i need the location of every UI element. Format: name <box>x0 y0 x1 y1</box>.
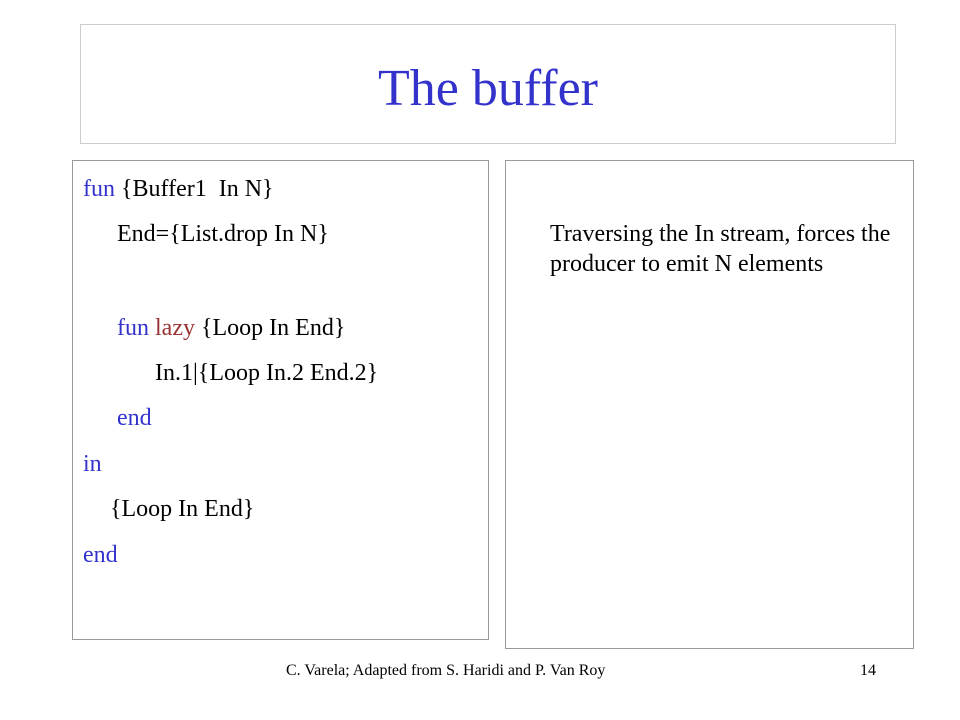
keyword-lazy: lazy <box>155 315 195 341</box>
footer-credit: C. Varela; Adapted from S. Haridi and P. Van Roy <box>286 662 606 679</box>
keyword-fun: fun <box>117 315 149 341</box>
slide-title: The buffer <box>378 59 598 117</box>
page-number: 14 <box>860 662 876 679</box>
note-text: Traversing the In stream, forces the producer to emit N elements <box>550 221 891 277</box>
code-text: {Buffer1 In N} <box>115 176 274 202</box>
code-line-3 <box>117 314 345 342</box>
code-line-7: {Loop In End} <box>110 496 255 522</box>
code-text: {Loop In End} <box>194 315 346 341</box>
note-box <box>505 160 914 649</box>
code-line-1 <box>83 175 274 203</box>
code-line-8: end <box>83 542 118 568</box>
code-line-6: in <box>83 451 102 477</box>
code-line-2: End={List.drop In N} <box>117 221 329 247</box>
title-box <box>80 24 896 144</box>
code-line-4: In.1|{Loop In.2 End.2} <box>155 360 379 386</box>
code-line-5: end <box>117 405 152 431</box>
keyword-fun: fun <box>83 176 115 202</box>
code-box <box>72 160 489 640</box>
